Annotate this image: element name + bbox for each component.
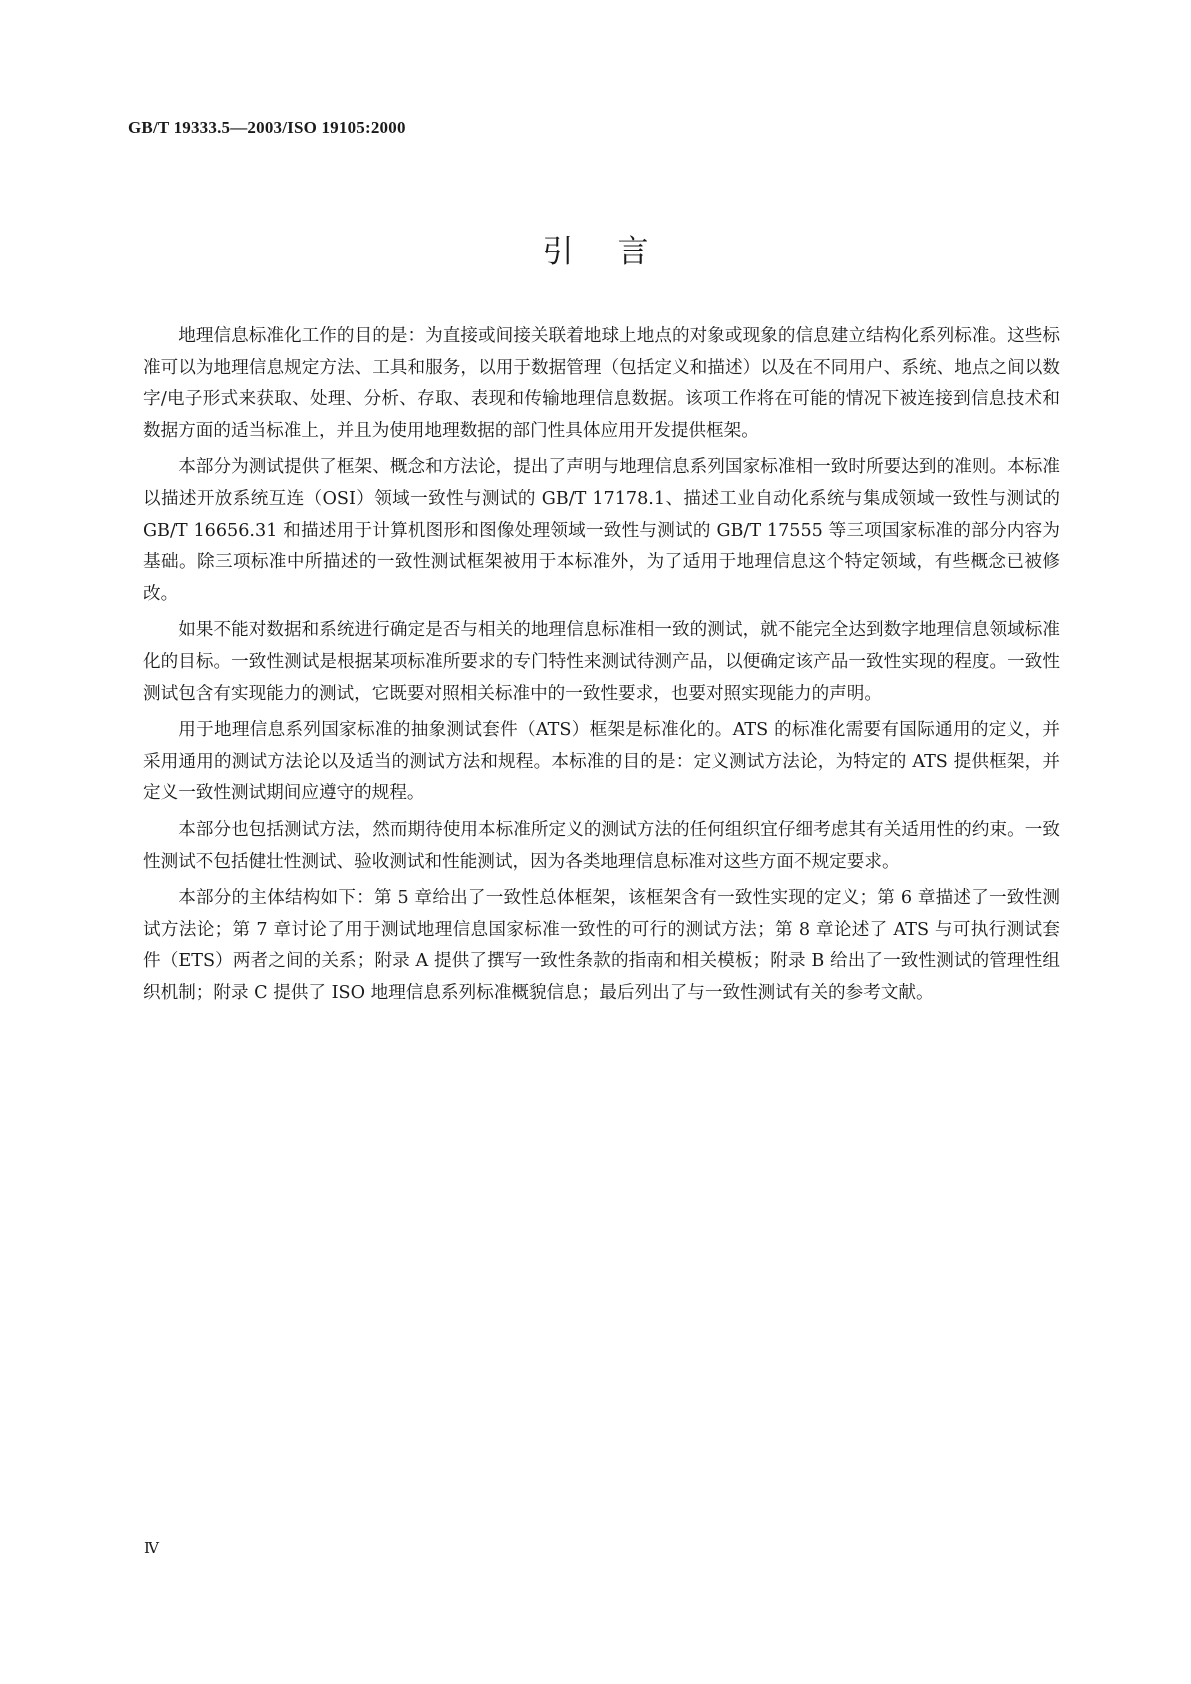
introduction-body: [143, 321, 1060, 1014]
standard-code: GB/T 19333.5—2003/ISO 19105:2000: [128, 118, 406, 137]
paragraph: 本部分也包括测试方法，然而期待使用本标准所定义的测试方法的任何组织宜仔细考虑其有关适用性的约束。一致性测试不包括健壮性测试、验收测试和性能测试，因为各类地理信息标准对这些方面不规定要求。: [143, 819, 1060, 872]
paragraph: 本部分为测试提供了框架、概念和方法论，提出了声明与地理信息系列国家标准相一致时所要达到的准则。本标准以描述开放系统互连（OSI）领域一致性与测试的 GB/T 17178.1、描述工业自动化系统与集成领域一致性与测试的 GB/T 16656.31 和描述用于计算机图形和图像处理领域一致性与测试的 GB/T 17555 等三项国家标准的部分内容为基础。除三项标准中所描述的一致性测试框架被用于本标准外，为了适用于地理信息这个特定领域，有些概念已被修改。: [143, 457, 1060, 604]
paragraph: 地理信息标准化工作的目的是：为直接或间接关联着地球上地点的对象或现象的信息建立结构化系列标准。这些标准可以为地理信息规定方法、工具和服务，以用于数据管理（包括定义和描述）以及在不同用户、系统、地点之间以数字/电子形式来获取、处理、分析、存取、表现和传输地理信息数据。该项工作将在可能的情况下被连接到信息技术和数据方面的适当标准上，并且为使用地理数据的部门性具体应用开发提供框架。: [143, 326, 1060, 441]
paragraph: 本部分的主体结构如下：第 5 章给出了一致性总体框架，该框架含有一致性实现的定义；第 6 章描述了一致性测试方法论；第 7 章讨论了用于测试地理信息国家标准一致性的可行的测试方法；第 8 章论述了 ATS 与可执行测试套件（ETS）两者之间的关系；附录 A 提供了撰写一致性条款的指南和相关模板；附录 B 给出了一致性测试的管理性组织机制；附录 C 提供了 ISO 地理信息系列标准概貌信息；最后列出了与一致性测试有关的参考文献。: [143, 888, 1060, 1003]
page-title: 引言: [542, 234, 693, 270]
paragraph: 用于地理信息系列国家标准的抽象测试套件（ATS）框架是标准化的。ATS 的标准化需要有国际通用的定义，并采用通用的测试方法论以及适当的测试方法和规程。本标准的目的是：定义测试方法论，为特定的 ATS 提供框架，并定义一致性测试期间应遵守的规程。: [143, 720, 1060, 804]
page-number: Ⅳ: [144, 1541, 159, 1557]
paragraph: 如果不能对数据和系统进行确定是否与相关的地理信息标准相一致的测试，就不能完全达到数字地理信息领域标准化的目标。一致性测试是根据某项标准所要求的专门特性来测试待测产品，以便确定该产品一致性实现的程度。一致性测试包含有实现能力的测试，它既要对照相关标准中的一致性要求，也要对照实现能力的声明。: [143, 620, 1060, 704]
